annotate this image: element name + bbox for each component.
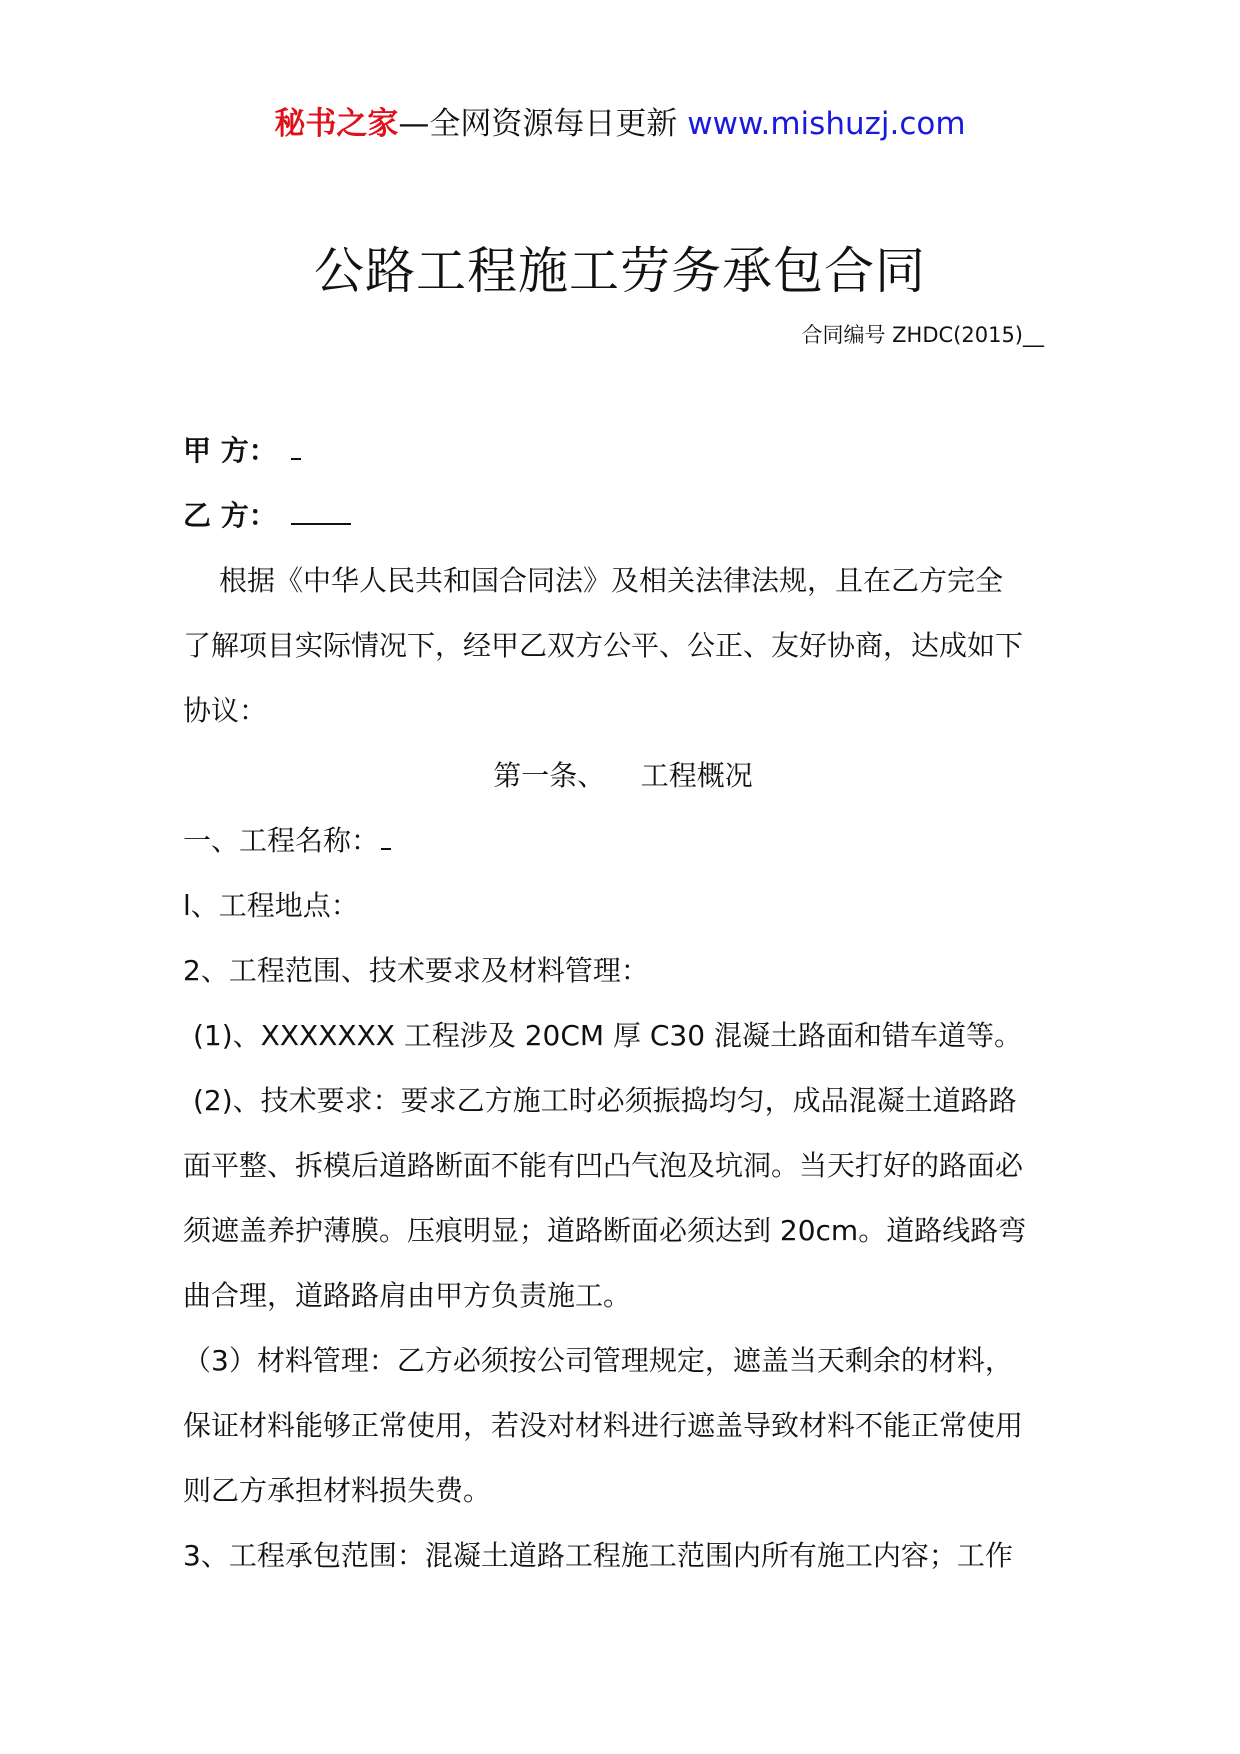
contract-number: 合同编号 ZHDC(2015)__ — [801, 323, 1044, 347]
site-header — [0, 102, 1240, 146]
project-scope-line: 2、工程范围、技术要求及材料管理： — [183, 954, 649, 987]
party-b-label: 乙 方： — [183, 499, 277, 532]
article-1-heading: 第一条、 工程概况 — [493, 759, 753, 792]
document-body — [183, 418, 1063, 1588]
header-slogan: —全网资源每日更新 — [398, 106, 688, 142]
scope-sub-2-line: (2)、技术要求：要求乙方施工时必须振捣均匀，成品混凝土道路路 — [193, 1084, 1017, 1117]
project-name-line — [183, 808, 1063, 873]
project-name-label: 一、工程名称： — [183, 824, 380, 857]
scope-sub-2-line: 须遮盖养护薄膜。压痕明显；道路断面必须达到 20cm。道路线路弯 — [183, 1214, 1027, 1247]
intro-line: 协议： — [183, 694, 268, 727]
project-location-line: l、工程地点： — [183, 889, 359, 922]
scope-sub-1: (1)、XXXXXXX 工程涉及 20CM 厚 C30 混凝土路面和错车道等。 — [193, 1019, 1022, 1052]
contract-scope-line: 3、工程承包范围：混凝土道路工程施工范围内所有施工内容；工作 — [183, 1539, 1013, 1572]
project-name-blank — [381, 822, 391, 850]
scope-sub-3-line: （3）材料管理：乙方必须按公司管理规定，遮盖当天剩余的材料， — [183, 1344, 1013, 1377]
party-a-label: 甲 方： — [183, 434, 277, 467]
scope-sub-2-line: 面平整、拆模后道路断面不能有凹凸气泡及坑洞。当天打好的路面必 — [183, 1149, 1024, 1182]
scope-sub-2-line: 曲合理，道路路肩由甲方负责施工。 — [183, 1279, 632, 1312]
site-url-link[interactable]: www.mishuzj.com — [687, 106, 966, 142]
intro-line: 根据《中华人民共和国合同法》及相关法律法规，且在乙方完全 — [219, 564, 1004, 597]
party-b-blank — [291, 497, 351, 525]
intro-line: 了解项目实际情况下，经甲乙双方公平、公正、友好协商，达成如下 — [183, 629, 1024, 662]
document-title: 公路工程施工劳务承包合同 — [314, 242, 926, 300]
brand-name: 秘书之家 — [274, 106, 399, 142]
scope-sub-3-line: 保证材料能够正常使用，若没对材料进行遮盖导致材料不能正常使用 — [183, 1409, 1024, 1442]
scope-sub-3-line: 则乙方承担材料损失费。 — [183, 1474, 492, 1507]
party-a-blank — [291, 432, 301, 460]
party-b-line — [183, 483, 1063, 548]
party-a-line — [183, 418, 1063, 483]
